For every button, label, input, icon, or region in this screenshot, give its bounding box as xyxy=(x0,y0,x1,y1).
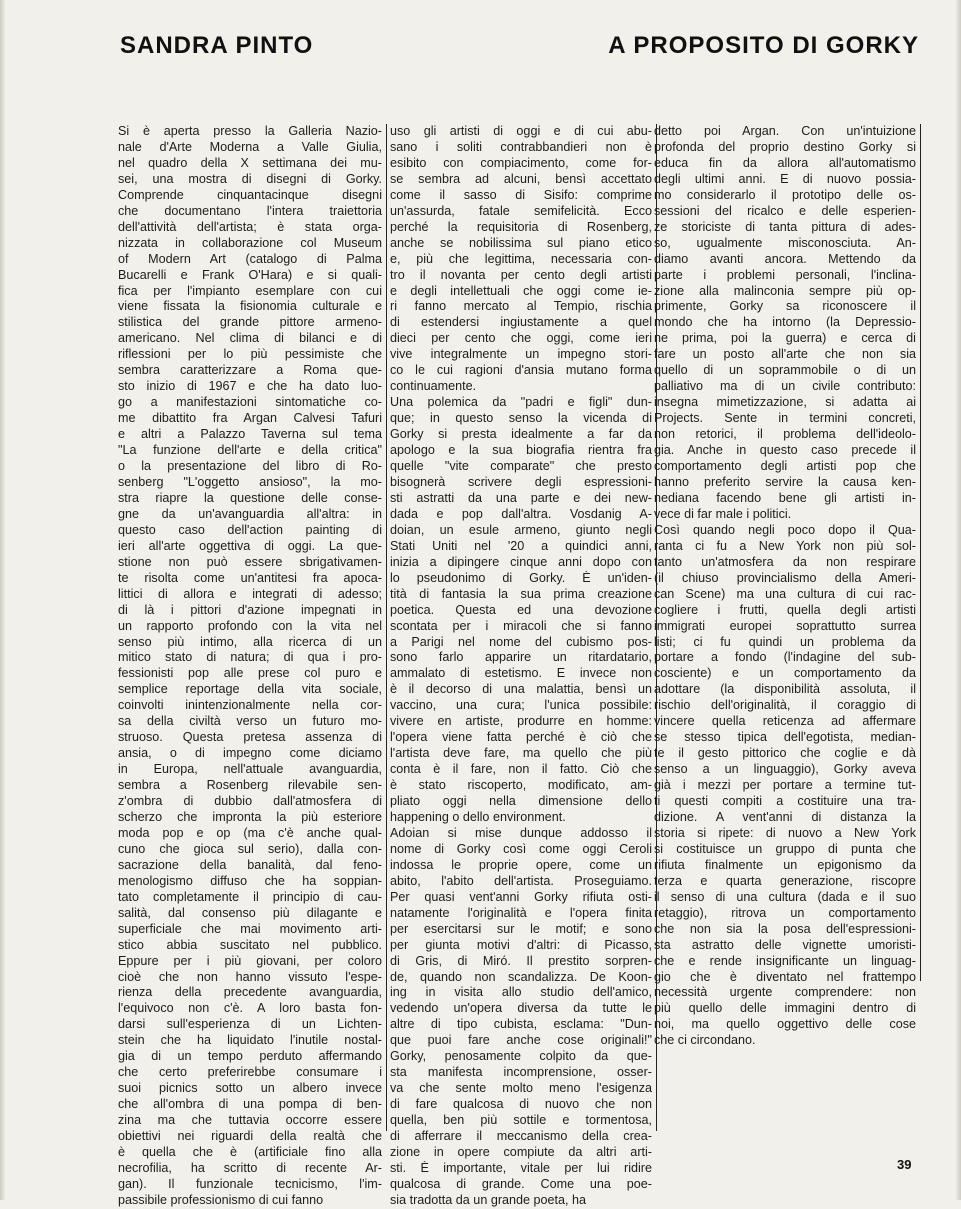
text-line: pliato oggi nella dimensione dello xyxy=(390,794,652,809)
text-line: poetica. Questa ed una devozione xyxy=(390,602,652,617)
text-line: superficiale che mai movimento arti- xyxy=(118,921,382,936)
text-line: rifiuta finalmente un epigonismo da xyxy=(654,857,916,872)
text-line: senberg "L'oggetto ansioso", la mo- xyxy=(118,474,382,489)
text-line: stico abbia suscitato nel pubblico. xyxy=(118,937,382,952)
text-line: noi, ma quello oggettivo delle cose xyxy=(654,1017,916,1032)
text-line: nome di Gorky così come oggi Ceroli xyxy=(390,841,652,856)
text-line: nel quadro della X settimana dei mu- xyxy=(118,155,382,170)
text-line: scontata per i miracoli che si fanno xyxy=(390,618,652,633)
text-line: struoso. Questa pretesa assenza di xyxy=(118,730,382,745)
text-line: Così quando negli poco dopo il Qua- xyxy=(654,522,916,537)
text-line: tità di fantasia la sua prima creazione xyxy=(390,586,652,601)
text-line: sto inizio di 1967 e che ha dato luo- xyxy=(118,379,382,394)
text-line: di Gris, di Miró. Il prestito sorpren- xyxy=(390,953,652,968)
text-line: tanto un'atmosfera da non respirare xyxy=(654,554,916,569)
text-line: e degli intellettuali che oggi come ie- xyxy=(390,283,652,298)
text-line: ti questi compiti a costituire una tra- xyxy=(654,794,916,809)
text-line: tato completamente il principio di cau- xyxy=(118,889,382,904)
text-line: natamente l'originalità e l'opera finita xyxy=(390,905,652,920)
text-line: cosciente) e un comportamento da xyxy=(654,666,916,681)
text-line: esibito con compiacimento, come for- xyxy=(390,155,652,170)
text-line: primente, Gorky sa riconoscere il xyxy=(654,299,916,314)
text-line: te risolta come un'antitesi fra apoca- xyxy=(118,570,382,585)
text-line: ammalato di estetismo. E invece non xyxy=(390,666,652,681)
text-line: mondo che ha intorno (la Depressio- xyxy=(654,315,916,330)
text-line: mitico stato di natura; di qua i pro- xyxy=(118,650,382,665)
text-line: rienza della precedente avanguardia, xyxy=(118,985,382,1000)
text-line: co le cui ragioni d'ansia mutano forma xyxy=(390,363,652,378)
text-line: menologismo diffuso che ha soppian- xyxy=(118,873,382,888)
page-left-edge xyxy=(0,0,6,1200)
text-line: dieci per cento che oggi, come ieri xyxy=(390,331,652,346)
text-line: stra riapre la questione delle conse- xyxy=(118,490,382,505)
text-line: gan). Il funzionale tecnicismo, l'im- xyxy=(118,1176,382,1191)
text-line: zione in opere compiute da altri arti- xyxy=(390,1145,652,1159)
text-line: sta astratto delle vignette umoristi- xyxy=(654,937,916,952)
text-line: doian, un esule armeno, giunto negli xyxy=(390,522,652,537)
text-line: mo considerarlo il prototipo delle os- xyxy=(654,187,916,202)
text-line: uso gli artisti di oggi e di cui abu- xyxy=(390,124,652,138)
text-line: fessionisti pop alle prese col puro e xyxy=(118,666,382,681)
text-line: bisognerà scrivere degli espressioni- xyxy=(390,474,652,489)
text-line: nale d'Arte Moderna a Valle Giulia, xyxy=(118,139,382,154)
text-line: un'assurda, fatale semifelicità. Ecco xyxy=(390,203,652,218)
text-line: de, quando non scandalizza. De Koon- xyxy=(390,969,652,984)
text-column-3 xyxy=(646,124,921,1048)
text-line: sessioni del ricalco e delle esperien- xyxy=(654,203,916,218)
text-line: sia tradotta da un grande poeta, ha xyxy=(390,1192,587,1207)
text-line: va che sente molto meno l'esigenza xyxy=(390,1081,652,1096)
text-line: suoi picnics sotto un albero invece xyxy=(118,1081,382,1096)
text-line: lo pseudonimo di Gorky. È un'iden- xyxy=(390,570,652,585)
text-line: per esercitarsi sur le motif; e sono xyxy=(390,921,652,936)
text-line: dell'attività dell'artista; è stata orga- xyxy=(118,219,382,234)
text-line: viene fissata la fisionomia culturale e xyxy=(118,299,382,314)
author-name: SANDRA PINTO xyxy=(120,32,314,59)
text-line: semplice reportage della vita sociale, xyxy=(118,682,382,697)
text-line: zina ma che tuttavia occorre essere xyxy=(118,1113,382,1128)
text-line: darsi sull'esperienza di un Lichten- xyxy=(118,1017,382,1032)
text-line: ansia, o di impegno come diciamo xyxy=(118,746,382,761)
text-line: insegna mimetizzazione, si adatta ai xyxy=(654,395,916,410)
text-line: americano. Nel clima di bilanci e di xyxy=(118,331,382,346)
text-line: sa della civiltà verso un futuro mo- xyxy=(118,714,382,729)
text-line: di estendersi ingiustamente a quel xyxy=(390,315,652,330)
text-line: più quello delle immagini dentro di xyxy=(654,1001,916,1016)
text-line: ranta ci fu a New York non più sol- xyxy=(654,538,916,553)
text-line: Eppure per i più giovani, per coloro xyxy=(118,953,382,968)
text-line: è quella che è (artificiale fino alla xyxy=(118,1145,382,1159)
text-line: di afferrare il meccanismo della crea- xyxy=(390,1129,652,1144)
article-title: A PROPOSITO DI GORKY xyxy=(608,32,919,59)
text-line: ieri all'arte oggettiva di oggi. La que- xyxy=(118,538,382,553)
text-line: si costituisce un gruppo di punta che xyxy=(654,841,916,856)
text-line: ing in visita allo studio dell'amico, xyxy=(390,985,652,1000)
text-line: necessità urgente comprendere: non xyxy=(654,985,916,1000)
text-line: gne da un'avanguardia all'altra: in xyxy=(118,506,382,521)
text-line: Si è aperta presso la Galleria Nazio- xyxy=(118,124,382,138)
text-line: senso più intimo, alla ricerca di un xyxy=(118,634,382,649)
text-line: Bucarelli e Frank O'Hara) e si quali- xyxy=(118,267,382,282)
text-line: dizione. A vent'anni di distanza la xyxy=(654,809,916,824)
text-line: of Modern Art (catalogo di Palma xyxy=(118,251,382,266)
text-line: Gorky si presta idealmente a far da xyxy=(390,427,652,442)
text-line: ze storiciste di tanta pittura di ades- xyxy=(654,219,916,234)
text-line: perché la requisitoria di Rosenberg, xyxy=(390,219,652,234)
text-line: di fare qualcosa di nuovo che non xyxy=(390,1097,652,1112)
text-line: "La funzione dell'arte e della critica" xyxy=(118,443,382,458)
text-column-1 xyxy=(118,124,387,1207)
text-line: sti astratti da una parte e dei new- xyxy=(390,490,652,505)
text-line: già i mezzi per portare a termine tut- xyxy=(654,778,916,793)
text-line: senso a un linguaggio), Gorky aveva xyxy=(654,762,916,777)
text-line: altre di tipo cubista, esclama: "Dun- xyxy=(390,1017,652,1032)
text-line: Projects. Sente in termini concreti, xyxy=(654,411,916,426)
text-line: comportamento degli artisti pop che xyxy=(654,459,916,474)
text-line: stein che ha liquidato l'inutile nostal- xyxy=(118,1033,382,1048)
text-line: degli ultimi anni. E di nuovo possia- xyxy=(654,171,916,186)
text-line: vece di far male i politici. xyxy=(654,506,792,521)
text-line: adottare (la disponibilità assoluta, il xyxy=(654,682,916,697)
text-line: quelle "vite comparate" che presto xyxy=(390,459,652,474)
text-line: inizia a dipingere cinque anni dopo con xyxy=(390,554,652,569)
text-line: immigrati europei soprattutto surrea xyxy=(654,618,916,633)
text-line: ri fanno mercato al Tempio, rischia xyxy=(390,299,652,314)
text-line: che certo preferirebbe consumare i xyxy=(118,1065,382,1080)
text-line: listi; ci fu quindi un problema da xyxy=(654,634,916,649)
text-line: terza e quarta generazione, riscopre xyxy=(654,873,916,888)
text-line: abito, l'abito dell'artista. Proseguiamo. xyxy=(390,873,652,888)
text-line: necrofilia, ha scritto di recente Ar- xyxy=(118,1160,382,1175)
text-line: sti. È importante, vitale per lui ridire xyxy=(390,1160,652,1175)
text-line: che all'ombra di una pompa di ben- xyxy=(118,1097,382,1112)
text-line: quella, ben più sottile e tormentosa, xyxy=(390,1113,652,1128)
text-line: quello di un soprammobile o di un xyxy=(654,363,916,378)
text-line: dada e pop dall'altra. Vosdanig A- xyxy=(390,506,652,521)
text-line: conta è il fare, non il fatto. Ciò che xyxy=(390,762,652,777)
text-line: di là i pittori d'azione impegnati in xyxy=(118,602,382,617)
text-line: cogliere i frutti, quella degli artisti xyxy=(654,602,916,617)
text-line: vive integralmente un impegno stori- xyxy=(390,347,652,362)
text-line: che e rende insignificante un linguag- xyxy=(654,953,916,968)
text-line: Gorky, penosamente colpito da que- xyxy=(390,1049,652,1064)
text-line: obiettivi nei riguardi della realtà che xyxy=(118,1129,382,1144)
text-line: apologo e la sua biografia rientra fra xyxy=(390,443,652,458)
text-line: a Parigi nel nome del cubismo pos- xyxy=(390,634,652,649)
text-line: diamo avanti ancora. Mettendo da xyxy=(654,251,916,266)
text-line: can Scene) ma una cultura di cui rac- xyxy=(654,586,916,601)
text-line: come il sasso di Sisifo: comprime xyxy=(390,187,652,202)
text-line: indossa le proprie opere, come un xyxy=(390,857,652,872)
text-line: se stesso tipica dell'egotista, median- xyxy=(654,730,916,745)
text-line: che ci circondano. xyxy=(654,1033,756,1048)
text-line: passibile professionismo di cui fanno xyxy=(118,1192,324,1207)
text-line: profonda del proprio destino Gorky si xyxy=(654,139,916,154)
text-line: l'opera viene fatta perché è ciò che xyxy=(390,730,652,745)
text-line: Per quasi vent'anni Gorky rifiuta osti- xyxy=(390,889,652,904)
text-line: vedendo un'opera diversa da tutte le xyxy=(390,1001,652,1016)
text-line: salità, dal consenso più dilagante e xyxy=(118,905,382,920)
text-line: parte i problemi personali, l'inclina- xyxy=(654,267,916,282)
text-line: scherzo che impronta la più esteriore xyxy=(118,809,382,824)
text-line: ne prima, poi la guerra) e cerca di xyxy=(654,331,916,346)
text-line: que; in questo senso la vicenda di xyxy=(390,411,652,426)
text-line: sta manifesta incomprensione, osser- xyxy=(390,1065,652,1080)
text-line: e altri a Palazzo Taverna sul tema xyxy=(118,427,382,442)
text-column-2 xyxy=(382,124,657,1207)
text-line: nediana facendo bene gli artisti in- xyxy=(654,490,916,505)
text-line: sono farlo apparire un ritardatario, xyxy=(390,650,652,665)
text-line: Stati Uniti nel '20 a quindici anni, xyxy=(390,538,652,553)
text-line: Adoian si mise dunque addosso il xyxy=(390,825,652,840)
text-line: sano i soliti contrabbandieri non è xyxy=(390,139,652,154)
text-line: sembra a Rosenberg rilevabile sen- xyxy=(118,778,382,793)
text-line: stione non può essere sbrigativamen- xyxy=(118,554,382,569)
text-line: e, più che legittima, necessaria con- xyxy=(390,251,652,266)
text-line: anche se nobilissima sul piano etico xyxy=(390,235,652,250)
text-line: educa fin da allora all'automatismo xyxy=(654,155,916,170)
text-line: in Europa, nell'attuale avanguardia, xyxy=(118,762,382,777)
page-right-edge xyxy=(955,0,961,1200)
text-line: continuamente. xyxy=(390,379,477,394)
text-line: vaccino, una cura; l'unica possibile: xyxy=(390,698,652,713)
page-number: 39 xyxy=(897,1157,912,1172)
text-line: moda pop e op (ma c'è anche qual- xyxy=(118,825,382,840)
text-line: gia di un tempo perduto affermando xyxy=(118,1049,382,1064)
text-line: coinvolti inintenzionalmente nella cor- xyxy=(118,698,382,713)
text-line: portare a fondo (l'indagine del sub- xyxy=(654,650,916,665)
text-line: z'ombra di dubbio dall'atmosfera di xyxy=(118,794,382,809)
text-line: qualcosa di grande. Come una poe- xyxy=(390,1176,652,1191)
text-line: che non sia la posa dell'espressioni- xyxy=(654,921,916,936)
text-line: è stato riscoperto, modificato, am- xyxy=(390,778,652,793)
text-line: fica per l'impianto esemplare con cui xyxy=(118,283,382,298)
text-line: gia. Anche in questo caso precede il xyxy=(654,443,916,458)
text-line: il senso di una cultura (dada e il suo xyxy=(654,889,916,904)
text-line: storia si ripete: di nuovo a New York xyxy=(654,825,916,840)
text-line: detto poi Argan. Con un'intuizione xyxy=(654,124,916,138)
text-line: retaggio), ritrova un comportamento xyxy=(654,905,916,920)
text-line: que puoi fare anche cose originali!" xyxy=(390,1033,652,1048)
text-line: che documentano l'intera traiettoria xyxy=(118,203,382,218)
text-line: hanno preferito servire la causa ken- xyxy=(654,474,916,489)
text-line: te il gesto pittorico che coglie e dà xyxy=(654,746,916,761)
text-line: per giunta motivi d'altri: di Picasso, xyxy=(390,937,652,952)
text-line: stilistica del grande pittore armeno- xyxy=(118,315,382,330)
text-line: è il decorso di una malattia, bensì un xyxy=(390,682,652,697)
text-line: non retorici, il problema dell'ideolo- xyxy=(654,427,916,442)
text-line: tro il novanta per cento degli artisti xyxy=(390,267,652,282)
text-line: riflessioni per lo più pessimiste che xyxy=(118,347,382,362)
text-line: l'equivoco non c'è. A loro basta fon- xyxy=(118,1001,382,1016)
text-line: se sembra ad alcuni, bensì accettato xyxy=(390,171,652,186)
text-line: l'artista deve fare, ma quello che più xyxy=(390,746,652,761)
text-line: rischio dell'originalità, il coraggio di xyxy=(654,698,916,713)
text-line: me dibattito fra Argan Calvesi Tafuri xyxy=(118,411,382,426)
text-line: sembra caratterizzare a Roma que- xyxy=(118,363,382,378)
text-line: sei, una mostra di disegni di Gorky. xyxy=(118,171,382,186)
text-line: happening o dello environment. xyxy=(390,809,566,824)
text-line: Una polemica da "padri e figli" dun- xyxy=(390,395,652,410)
text-line: vivere en artiste, produrre en homme: xyxy=(390,714,652,729)
text-line: so, ugualmente misconosciuta. An- xyxy=(654,235,916,250)
text-line: fare un posto all'arte che non sia xyxy=(654,347,916,362)
text-line: zione alla malinconia sempre più op- xyxy=(654,283,916,298)
text-line: questo caso dell'action painting di xyxy=(118,522,382,537)
text-line: (il chiuso provincialismo della Ameri- xyxy=(654,570,916,585)
text-line: o la presentazione del libro di Ro- xyxy=(118,459,382,474)
text-line: littici di allora e integrati di adesso; xyxy=(118,586,382,601)
text-line: go a manifestazioni sintomatiche co- xyxy=(118,395,382,410)
text-line: palliativo ma di un civile contributo: xyxy=(654,379,916,394)
text-line: gio che è diventato nel frattempo xyxy=(654,969,916,984)
text-line: Comprende cinquantacinque disegni xyxy=(118,187,382,202)
text-line: cuno che gioca sul serio), dalla con- xyxy=(118,841,382,856)
text-line: vincere quella reticenza ad affermare xyxy=(654,714,916,729)
text-line: cioè che non hanno vissuto l'espe- xyxy=(118,969,382,984)
text-line: un rapporto profondo con la vita nel xyxy=(118,618,382,633)
text-line: nizzata in collaborazione col Museum xyxy=(118,235,382,250)
text-line: sacrazione della banalità, dal feno- xyxy=(118,857,382,872)
